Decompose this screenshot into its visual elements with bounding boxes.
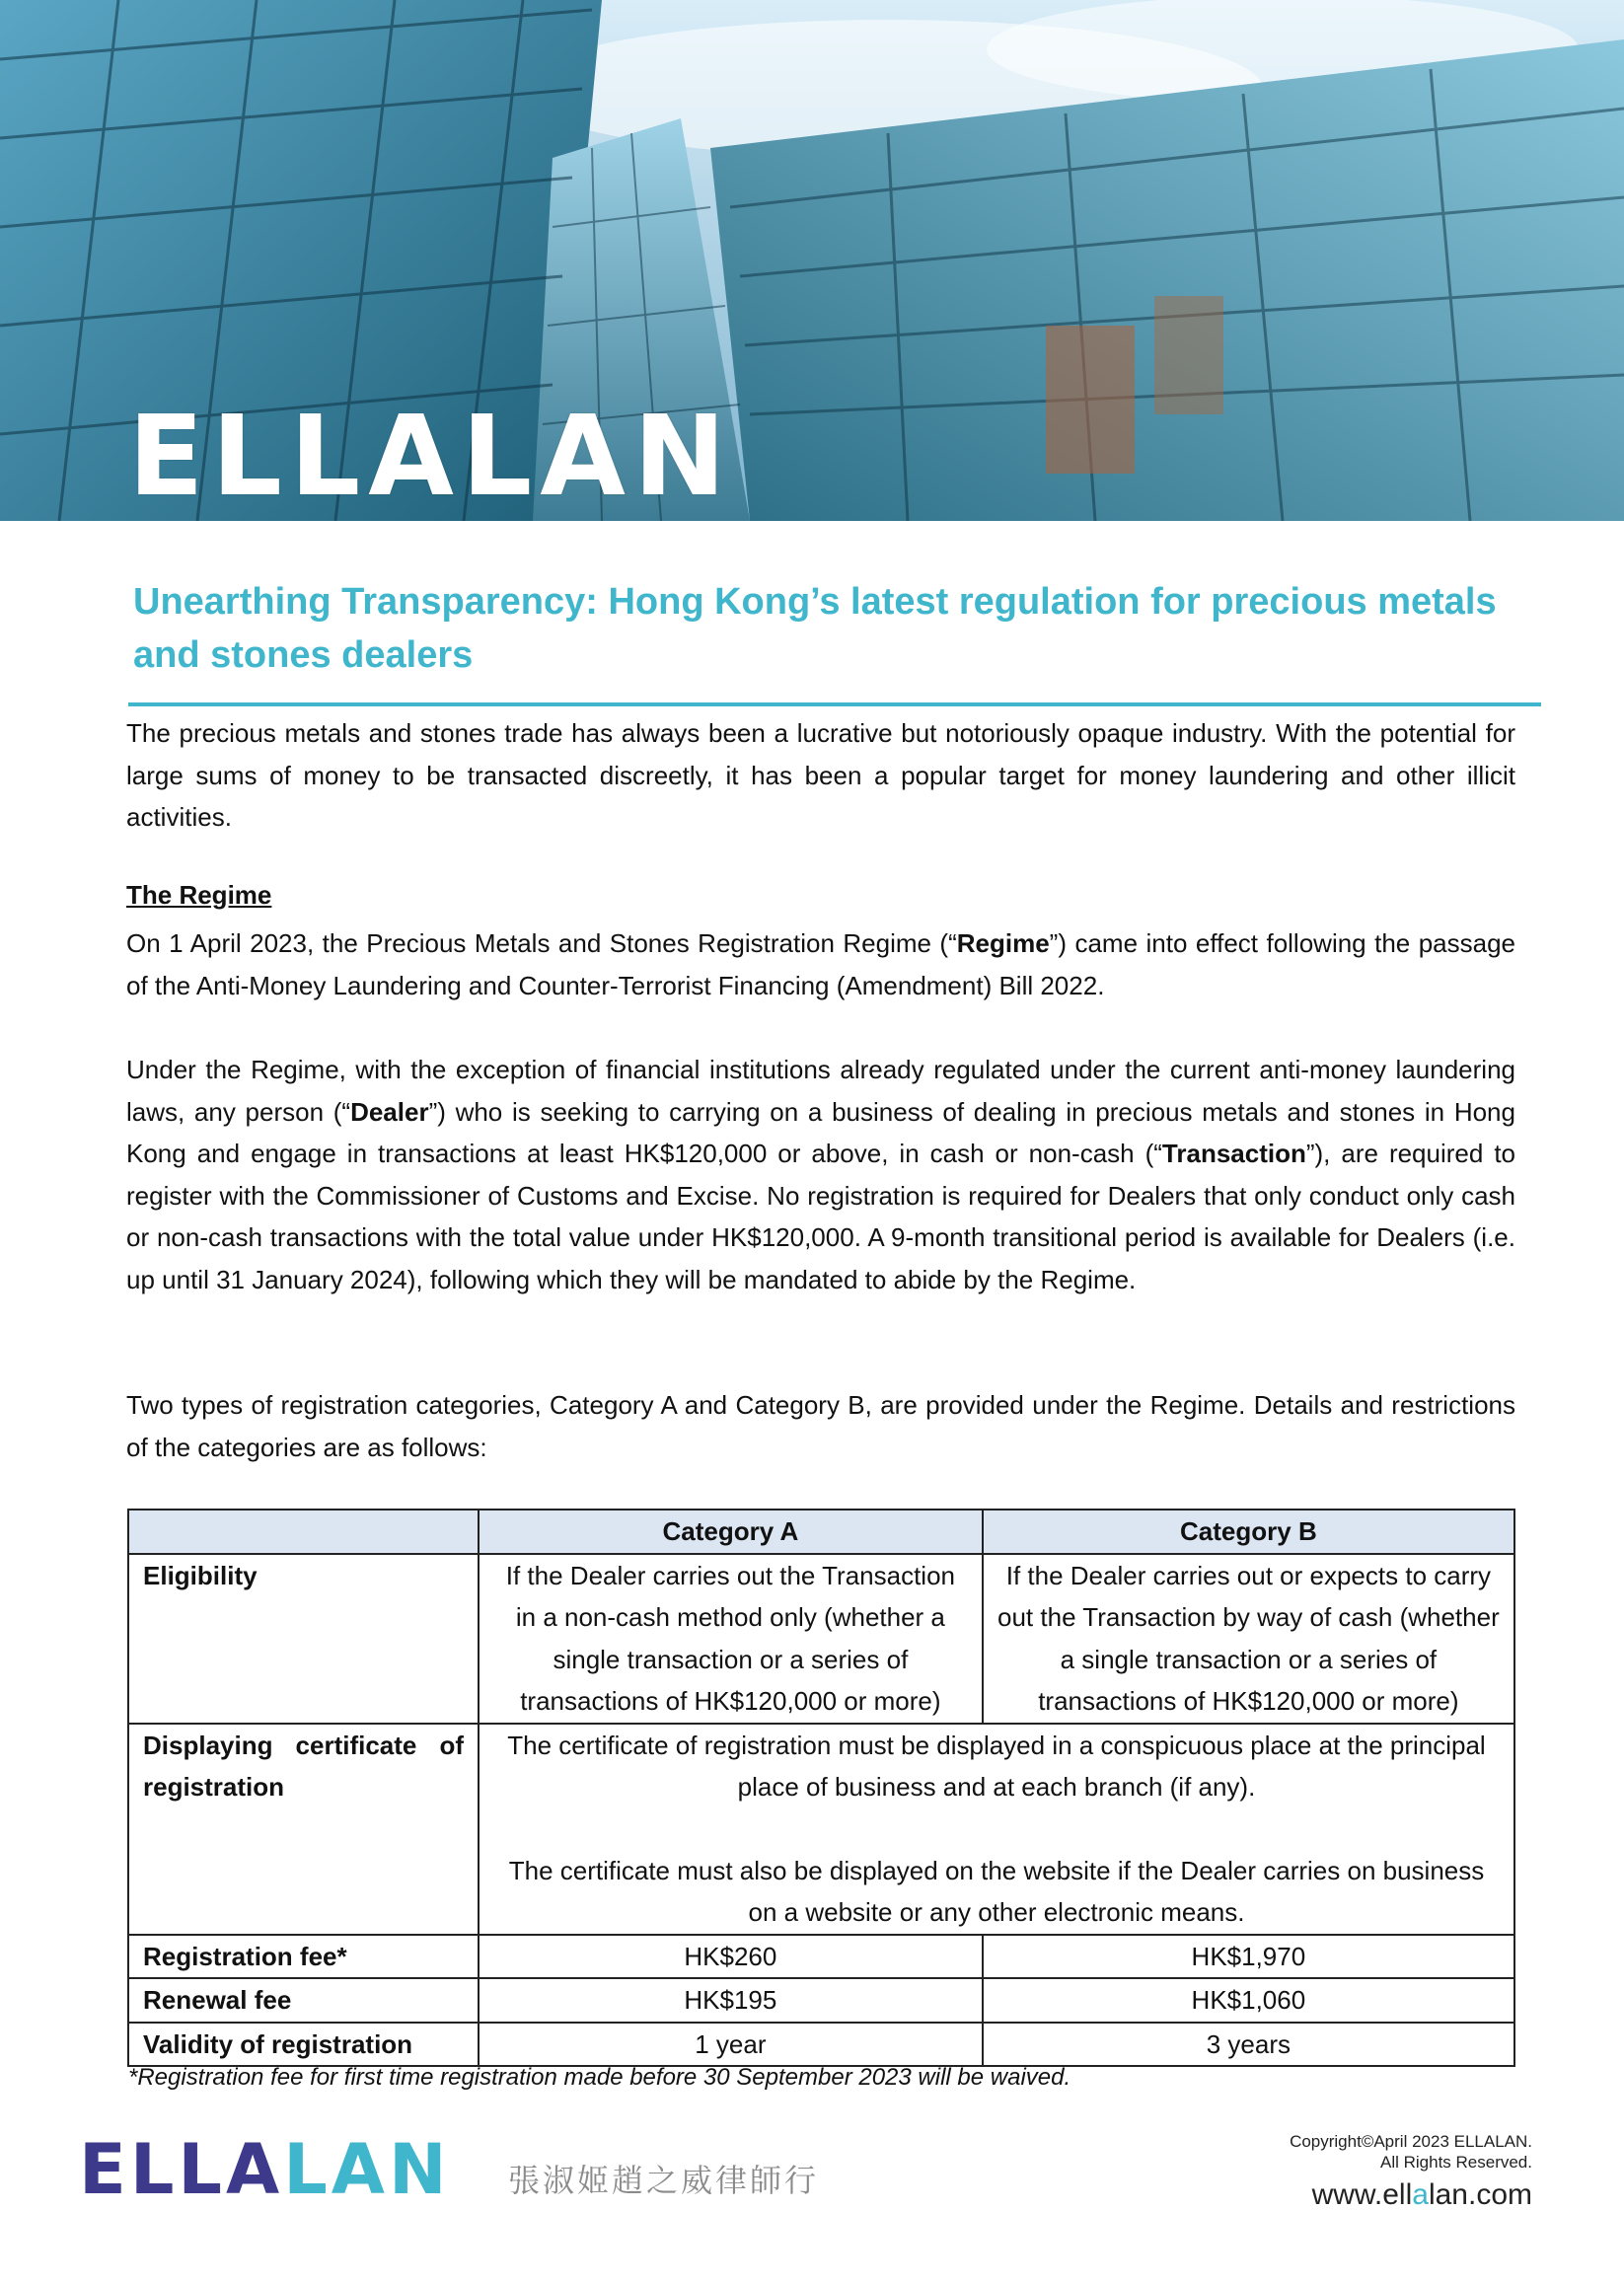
registration-categories-table bbox=[127, 1509, 1515, 2067]
row-label-eligibility: Eligibility bbox=[128, 1554, 479, 1724]
regime-text-2: ”) came into effect following the passage of the Anti-Money Laundering and Counter-Terrorist Financing (Amendment) Bill 2022. bbox=[126, 928, 1516, 1000]
dealer-text-1: Under the Regime, with the exception of financial institutions already regulated under the current anti-money laundering laws, any person (“ bbox=[126, 1055, 1515, 1127]
article-title: Unearthing Transparency: Hong Kong’s latest regulation for precious metals and stones dealers bbox=[133, 581, 1497, 676]
dealer-text-2: ”) who is seeking to carrying on a business of dealing in precious metals and stones in Hong Kong and engage in transactions at least HK$120,000 or above, in cash or non-cash (“ bbox=[126, 1096, 1515, 1168]
certificate-spacer bbox=[493, 1808, 1500, 1850]
table-row-registration-fee bbox=[128, 1935, 1514, 1979]
table-header-blank bbox=[128, 1510, 479, 1554]
row-label-registration-fee: Registration fee* bbox=[128, 1935, 479, 1979]
validity-a: 1 year bbox=[479, 2023, 983, 2067]
footer-logo bbox=[79, 2129, 451, 2210]
table-footnote: *Registration fee for first time registration made before 30 September 2023 will be waived. bbox=[128, 2064, 1071, 2091]
regime-paragraph bbox=[126, 922, 1515, 1006]
certificate-text-2: The certificate must also be displayed on the website if the Dealer carries on business on a website or any other electronic means. bbox=[508, 1855, 1485, 1927]
table-row-eligibility bbox=[128, 1554, 1514, 1724]
row-label-validity: Validity of registration bbox=[128, 2023, 479, 2067]
table-header-row bbox=[128, 1510, 1514, 1554]
regime-text-1: On 1 April 2023, the Precious Metals and Stones Registration Regime (“ bbox=[126, 928, 957, 958]
title-divider bbox=[128, 702, 1541, 706]
website-part-1: www.ell bbox=[1311, 2178, 1413, 2211]
dealer-paragraph bbox=[126, 1049, 1515, 1300]
intro-paragraph: The precious metals and stones trade has always been a lucrative but notoriously opaque industry. With the potential for large sums of money to be transacted discreetly, it has been a popular target for money laundering and other illicit activities. bbox=[126, 718, 1515, 832]
categories-paragraph: Two types of registration categories, Category A and Category B, are provided under the Regime. Details and restrictions of the categories are as follows: bbox=[126, 1390, 1515, 1462]
eligibility-category-a: If the Dealer carries out the Transaction in a non-cash method only (whether a single transaction or a series of transactions of HK$120,000 or more) bbox=[479, 1554, 983, 1724]
copyright-line-1: Copyright©April 2023 ELLALAN. bbox=[1290, 2132, 1532, 2151]
firm-chinese-name: 張淑姬趙之威律師行 bbox=[508, 2163, 820, 2198]
website-part-2: lan.com bbox=[1428, 2178, 1532, 2211]
website-accent: a bbox=[1412, 2178, 1429, 2211]
transaction-term: Transaction bbox=[1161, 1139, 1306, 1168]
row-label-renewal-fee: Renewal fee bbox=[128, 1978, 479, 2023]
copyright-line-2: All Rights Reserved. bbox=[1379, 2153, 1532, 2172]
table-row-certificate bbox=[128, 1724, 1514, 1935]
website-link[interactable] bbox=[1312, 2178, 1532, 2212]
hero-logo: ELLALAN bbox=[128, 393, 734, 521]
section-heading: The Regime bbox=[126, 880, 272, 910]
regime-term: Regime bbox=[956, 928, 1050, 958]
row-label-certificate: Displaying certificate of registration bbox=[128, 1724, 479, 1935]
footer-logo-part2: LAN bbox=[283, 2129, 451, 2210]
registration-fee-b: HK$1,970 bbox=[983, 1935, 1514, 1979]
table-row-renewal-fee bbox=[128, 1978, 1514, 2023]
hero-banner bbox=[0, 0, 1624, 521]
dealer-text-3: ”), are required to register with the Commissioner of Customs and Excise. No registration is required for Dealers that only conduct only cash or non-cash transactions with the total value under HK$120,000. A 9-month transitional period is available for Dealers (i.e. up until 31 January 2024), following which they will be mandated to abide by the Regime. bbox=[126, 1139, 1515, 1294]
eligibility-category-b: If the Dealer carries out or expects to carry out the Transaction by way of cash (whether a single transaction or a series of transactions of HK$120,000 or more) bbox=[983, 1554, 1514, 1724]
table-header-category-b: Category B bbox=[983, 1510, 1514, 1554]
table-header-category-a: Category A bbox=[479, 1510, 983, 1554]
footer-logo-part1: ELLA bbox=[79, 2129, 284, 2210]
registration-fee-a: HK$260 bbox=[479, 1935, 983, 1979]
certificate-text-1: The certificate of registration must be displayed in a conspicuous place at the principal place of business and at each branch (if any). bbox=[507, 1730, 1486, 1802]
copyright-notice bbox=[1236, 2131, 1532, 2173]
table-row-validity bbox=[128, 2023, 1514, 2067]
renewal-fee-a: HK$195 bbox=[479, 1978, 983, 2023]
dealer-term: Dealer bbox=[350, 1096, 429, 1127]
validity-b: 3 years bbox=[983, 2023, 1514, 2067]
renewal-fee-b: HK$1,060 bbox=[983, 1978, 1514, 2023]
certificate-requirements bbox=[479, 1724, 1514, 1935]
